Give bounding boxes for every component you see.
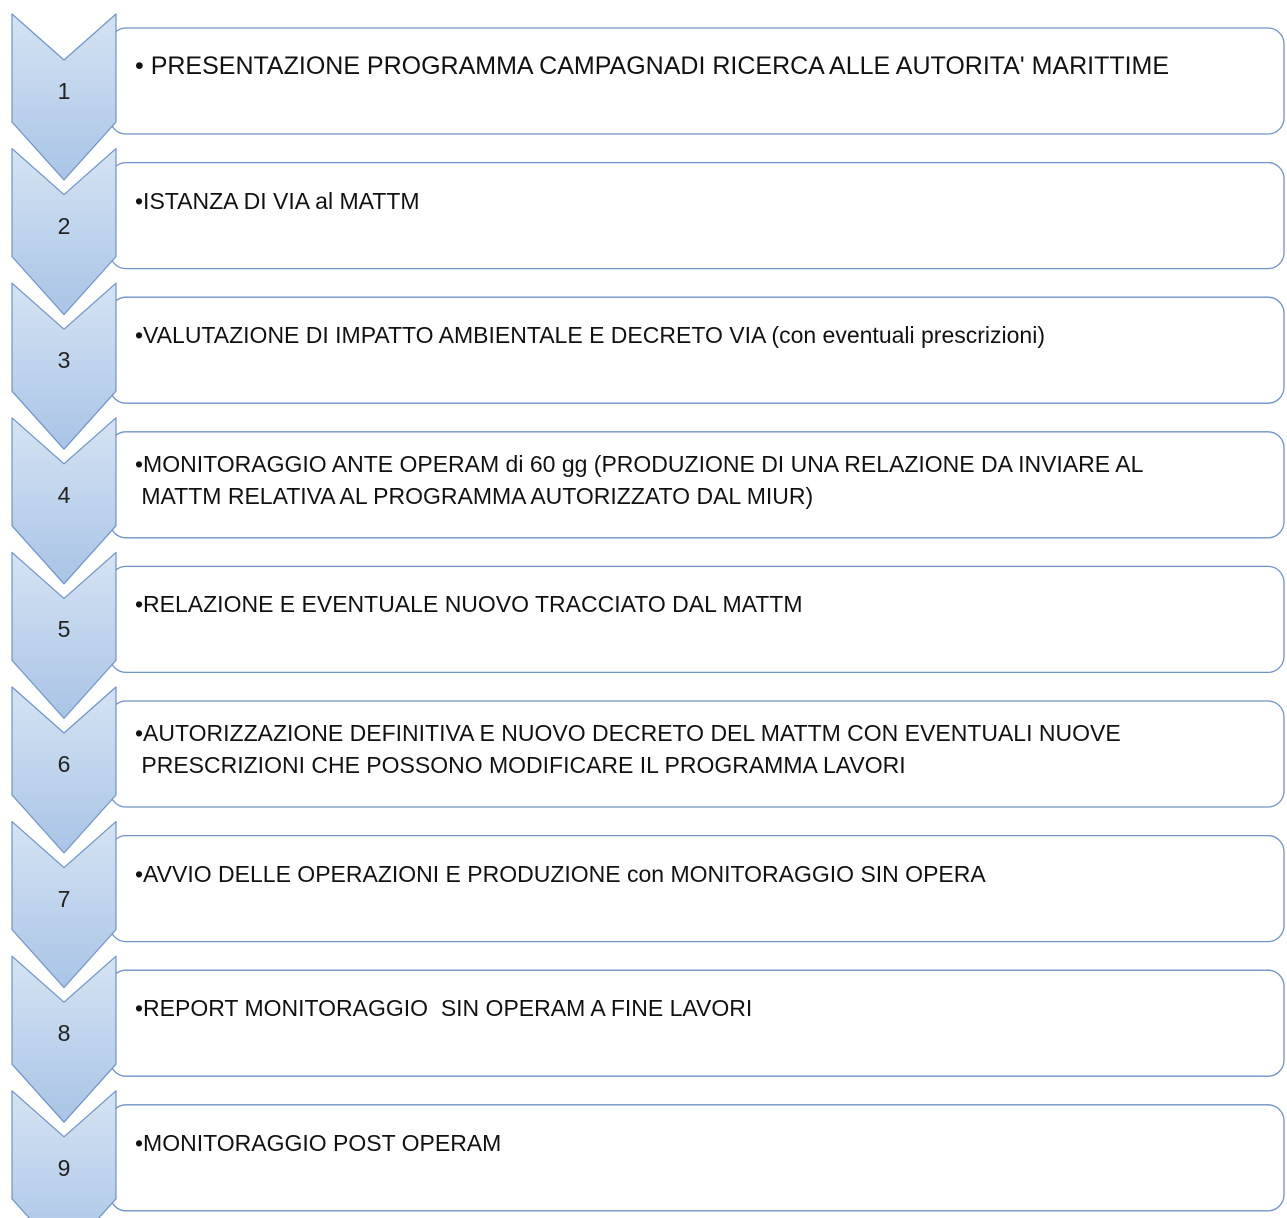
step-number-4: 4: [57, 481, 71, 508]
step-label-2: •ISTANZA DI VIA al MATTM: [135, 187, 420, 214]
step-label-9: •MONITORAGGIO POST OPERAM: [135, 1129, 502, 1156]
step-number-8: 8: [57, 1020, 71, 1047]
step-number-7: 7: [57, 885, 71, 912]
step-number-6: 6: [57, 751, 71, 777]
step-label-8: •REPORT MONITORAGGIO SIN OPERAM A FINE LAVORI: [135, 995, 753, 1022]
step-label-1: • PRESENTAZIONE PROGRAMMA CAMPAGNADI RICERCA ALLE AUTORITA' MARITTIME: [135, 52, 1170, 80]
step-number-3: 3: [57, 347, 71, 374]
step-label-5: •RELAZIONE E EVENTUALE NUOVO TRACCIATO DAL MATTM: [135, 591, 803, 618]
step-number-2: 2: [57, 212, 71, 239]
step-label-3: •VALUTAZIONE DI IMPATTO AMBIENTALE E DECRETO VIA (con eventuali prescrizioni): [135, 322, 1045, 349]
step-label-7: •AVVIO DELLE OPERAZIONI E PRODUZIONE con MONITORAGGIO SIN OPERA: [135, 860, 986, 887]
step-number-9: 9: [57, 1154, 71, 1181]
step-label-4: •MONITORAGGIO ANTE OPERAM di 60 gg (PRODUZIONE DI UNA RELAZIONE DA INVIARE AL MATTM RELATIVA AL PROGRAMMA AUTORIZZATO DAL MIUR): [135, 450, 1144, 509]
step-number-1: 1: [57, 78, 71, 104]
step-number-5: 5: [57, 616, 71, 643]
step-label-6: •AUTORIZZAZIONE DEFINITIVA E NUOVO DECRETO DEL MATTM CON EVENTUALI NUOVE PRESCRIZIONI CHE POSSONO MODIFICARE IL PROGRAMMA LAVORI: [135, 720, 1121, 778]
